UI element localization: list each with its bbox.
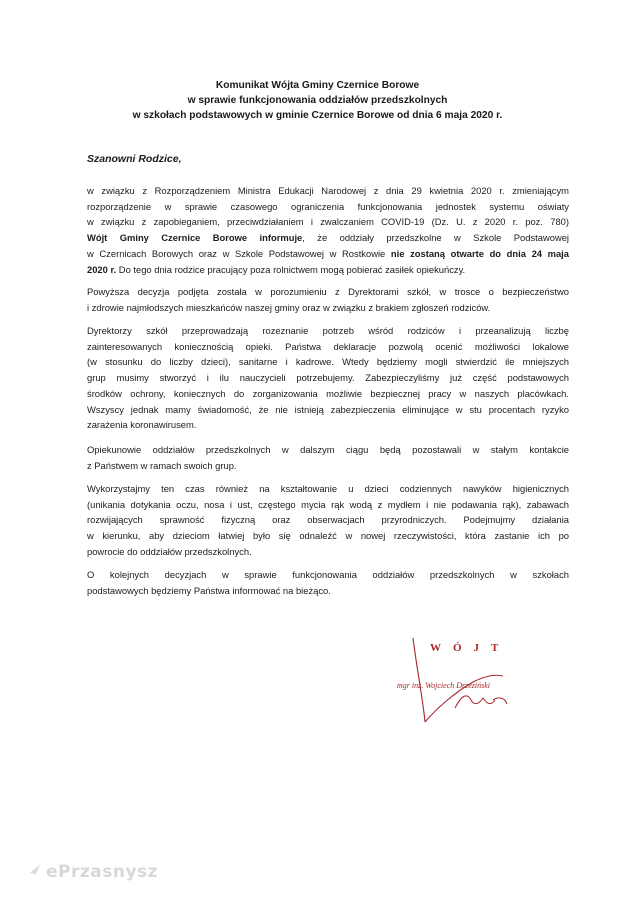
- paragraph-line: rozporządzenie w sprawie czasowego ograniczenia funkcjonowania jednostek systemu oświaty: [87, 200, 569, 212]
- paragraph-2: [87, 284, 569, 315]
- paragraph-1: [87, 183, 569, 277]
- paragraph-line: Wykorzystajmy ten czas również na kształtowanie u dzieci codziennych nawyków higienicznych: [87, 483, 569, 494]
- salutation: Szanowni Rodzice,: [87, 153, 182, 165]
- title-line-3: w szkołach podstawowych w gminie Czernice Borowe od dnia 6 maja 2020 r.: [132, 110, 503, 121]
- bold-deadline: nie zostaną otwarte do dnia 24 maja: [390, 247, 569, 259]
- paragraph-line: powrocie do oddziałów przedszkolnych.: [87, 545, 252, 557]
- bold-date: 2020 r.: [87, 263, 117, 275]
- paragraph-text: Do tego dnia rodzice pracujący poza rolnictwem mogą pobierać zasiłek opiekuńczy.: [116, 263, 466, 275]
- document-title: [90, 78, 545, 123]
- paragraph-line: Opiekunowie oddziałów przedszkolnych w dalszym ciągu będą pozostawali w stałym kontakcie: [87, 444, 569, 455]
- paragraph-line: (unikania dotykania oczu, nosa i ust, częstego mycia rąk wodą z mydłem i nie podawania rąk), zabawach: [87, 498, 569, 510]
- paragraph-line: [87, 262, 569, 278]
- title-line-2: w sprawie funkcjonowania oddziałów przedszkolnych: [187, 95, 448, 106]
- watermark-logo-icon: [28, 862, 42, 876]
- paragraph-line: w związku z Rozporządzeniem Ministra Edukacji Narodowej z dnia 29 kwietnia 2020 r. zmieniającym: [87, 185, 569, 196]
- paragraph-line: Wszyscy jednak mamy świadomość, że nie istnieją zabezpieczenia eliminujące w stu procentach ryzyko: [87, 403, 569, 415]
- paragraph-line: podstawowych będziemy Państwa informować na bieżąco.: [87, 584, 331, 596]
- paragraph-line: rozwijających sprawność fizyczną oraz obserwacjach przyrodniczych. Podejmujmy działania: [87, 514, 569, 526]
- paragraph-line: i zdrowie najmłodszych mieszkańców naszej gminy oraz w związku z brakiem zgłoszeń rodziców.: [87, 301, 491, 313]
- paragraph-line: Powyższa decyzja podjęta została w porozumieniu z Dyrektorami szkół, w trosce o bezpieczeństwo: [87, 286, 569, 297]
- paragraph-5: [87, 481, 569, 560]
- paragraph-line: Dyrektorzy szkół przeprowadzają rozeznanie potrzeb wśród rodziców i przeanalizują liczbę: [87, 325, 569, 336]
- paragraph-line: [87, 246, 569, 262]
- bold-announcement: Wójt Gminy Czernice Borowe informuje: [87, 232, 303, 244]
- paragraph-4: [87, 442, 569, 473]
- paragraph-line: grup musimy stworzyć i ilu nauczycieli potrzebujemy. Zabezpieczyliśmy już część podstawowych: [87, 372, 569, 384]
- paragraph-line: w kierunku, aby dzieciom łatwiej było się odnaleźć w nowej rzeczywistości, która zastanie ich po: [87, 530, 569, 542]
- paragraph-line: środków ochrony, koniecznych do zorganizowania możliwie bezpiecznej pracy w naszych placówkach.: [87, 387, 569, 399]
- paragraph-3: [87, 323, 569, 433]
- paragraph-6: [87, 567, 569, 598]
- paragraph-line: (w stosunku do liczby dzieci), sanitarne i kadrowe. Wtedy będziemy mogli stwierdzić ile mniejszych: [87, 356, 569, 368]
- stamp-name: mgr inż. Wojciech Drzeziński: [397, 681, 491, 690]
- paragraph-line: [87, 230, 569, 246]
- paragraph-line: zainteresowanych koniecznością opieki. Państwa deklaracje pozwolą ocenić możliwości lokalowe: [87, 340, 569, 352]
- paragraph-line: w związku z zapobieganiem, przeciwdziałaniem i zwalczaniem COVID-19 (Dz. U. z 2020 r. poz. 780): [87, 216, 569, 228]
- watermark: ePrzasnysz: [46, 862, 159, 882]
- paragraph-line: O kolejnych decyzjach w sprawie funkcjonowania oddziałów przedszkolnych w szkołach: [87, 569, 569, 580]
- paragraph-line: z Państwem w ramach swoich grup.: [87, 459, 237, 471]
- paragraph-line: zarażenia koronawirusem.: [87, 419, 197, 431]
- title-line-1: Komunikat Wójta Gminy Czernice Borowe: [215, 80, 420, 91]
- paragraph-text: , że oddziały przedszkolne w Szkole Podstawowej: [302, 232, 570, 244]
- stamp-title: WÓJT: [430, 642, 511, 654]
- paragraph-text: w Czernicach Borowych oraz w Szkole Podstawowej w Rostkowie: [87, 247, 391, 259]
